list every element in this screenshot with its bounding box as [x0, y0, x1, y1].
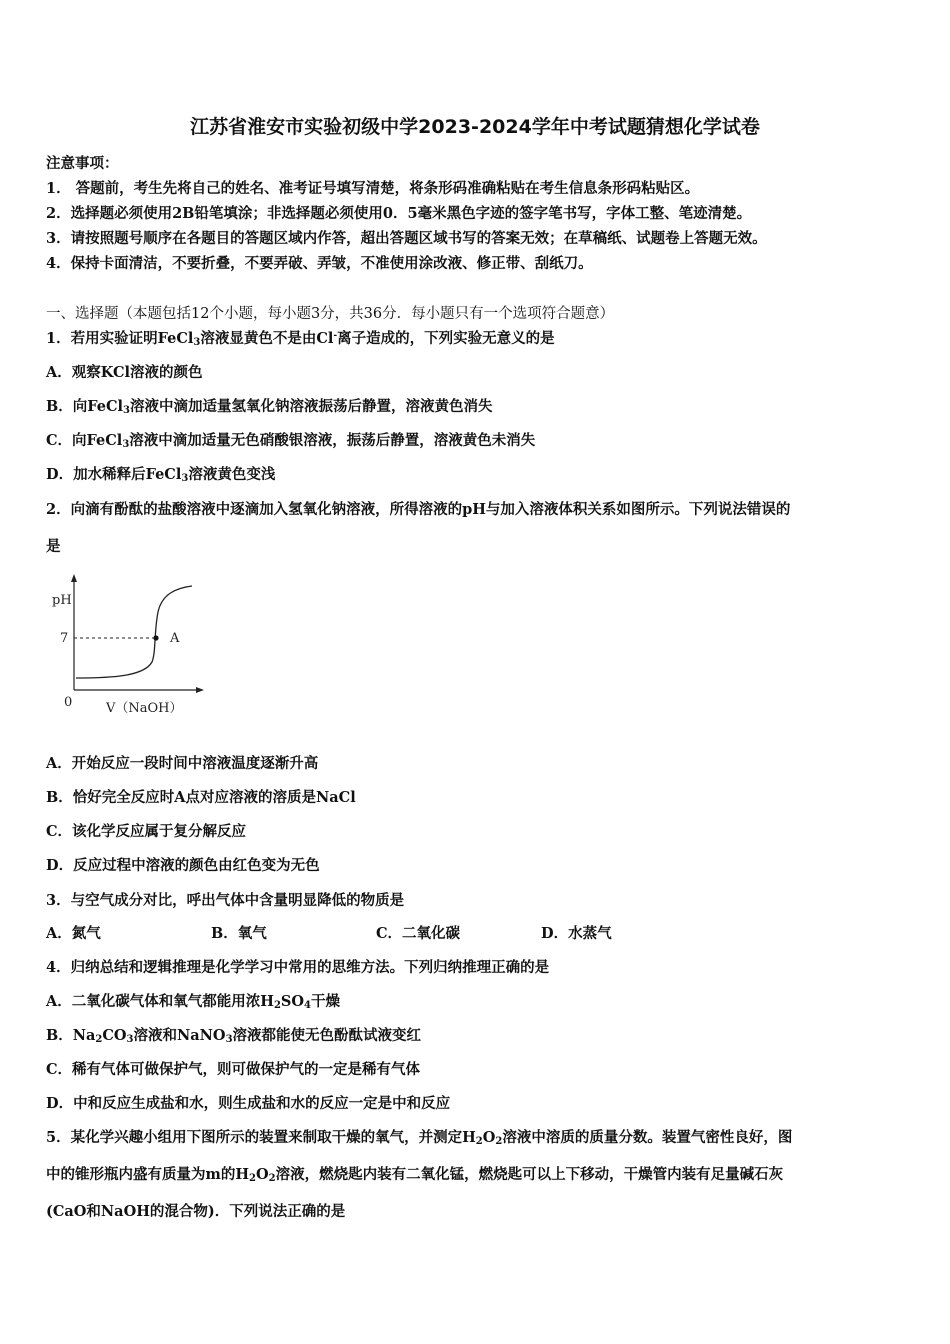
notice-heading: 注意事项： — [46, 155, 119, 172]
question-1-option-d: D．加水稀释后FeCl$_3$溶液黄色变浅 — [46, 466, 276, 484]
question-4-stem: 4．归纳总结和逻辑推理是化学学习中常用的思维方法。下列归纳推理正确的是 — [46, 959, 550, 976]
question-3-stem: 3．与空气成分对比，呼出气体中含量明显降低的物质是 — [46, 892, 405, 909]
question-2-stem-continued: 是 — [46, 538, 61, 555]
section-heading: 一、选择题（本题包括12个小题，每小题3分，共36分．每小题只有一个选项符合题意） — [46, 306, 615, 322]
question-3-option-d: D．水蒸气 — [541, 925, 612, 942]
notice-item-2: 2．选择题必须使用2B铅笔填涂；非选择题必须使用0．5毫米黑色字迹的签字笔书写，字体工整、笔迹清楚。 — [46, 205, 752, 222]
question-4-option-d: D．中和反应生成盐和水，则生成盐和水的反应一定是中和反应 — [46, 1095, 451, 1112]
x-axis-label: V（NaOH） — [106, 701, 183, 716]
y-axis-arrow — [71, 574, 77, 582]
question-3-option-a: A．氮气 — [46, 925, 101, 942]
question-2-option-a: A．开始反应一段时间中溶液温度逐渐升高 — [46, 755, 319, 772]
y-axis-label: pH — [52, 593, 72, 608]
origin-label: 0 — [64, 695, 73, 710]
question-4-option-c: C．稀有气体可做保护气，则可做保护气的一定是稀有气体 — [46, 1061, 421, 1078]
y-tick-7: 7 — [60, 631, 69, 646]
point-a-label: A — [170, 631, 180, 646]
notice-item-3: 3．请按照题号顺序在各题目的答题区域内作答，超出答题区域书写的答案无效；在草稿纸、试题卷上答题无效。 — [46, 230, 767, 247]
question-2-option-c: C．该化学反应属于复分解反应 — [46, 823, 247, 840]
question-2-option-d: D．反应过程中溶液的颜色由红色变为无色 — [46, 857, 320, 874]
point-a — [153, 635, 158, 640]
question-4-option-b: B．$Na_2CO_3$溶液和NaNO$_3$溶液都能使无色酚酞试液变红 — [46, 1027, 422, 1045]
question-5-stem-line1: 5．某化学兴趣小组用下图所示的装置来制取干燥的氧气，并测定$H_2O_2$溶液中溶质的质量分数。装置气密性良好，图 — [46, 1129, 793, 1147]
question-1-option-b: B．向FeCl$_3$溶液中滴加适量氢氧化钠溶液振荡后静置，溶液黄色消失 — [46, 398, 493, 416]
page-title: 江苏省淮安市实验初级中学2023-2024学年中考试题猜想化学试卷 — [190, 116, 760, 138]
question-3-option-b: B．氧气 — [211, 925, 267, 942]
x-axis-arrow — [196, 687, 204, 693]
notice-item-1: 1． 答题前，考生先将自己的姓名、准考证号填写清楚，将条形码准确粘贴在考生信息条形码粘贴区。 — [46, 180, 700, 197]
question-1-option-a: A．观察KCl溶液的颜色 — [46, 364, 203, 381]
question-2-option-b: B．恰好完全反应时A点对应溶液的溶质是NaCl — [46, 789, 356, 806]
question-3-option-c: C．二氧化碳 — [376, 925, 461, 942]
question-5-stem-line2: 中的锥形瓶内盛有质量为m的$H_2O_2$溶液，燃烧匙内装有二氧化锰，燃烧匙可以上下移动，干燥管内装有足量碱石灰 — [46, 1166, 784, 1184]
question-4-option-a: A．二氧化碳气体和氧气都能用浓$H_2SO_4$干燥 — [46, 993, 340, 1011]
question-1-option-c: C．向FeCl$_3$溶液中滴加适量无色硝酸银溶液，振荡后静置，溶液黄色未消失 — [46, 432, 536, 450]
question-1-stem: 1．若用实验证明FeCl$_3$溶液显黄色不是由Cl-离子造成的，下列实验无意义的是 — [46, 330, 555, 348]
ph-curve-figure — [44, 572, 204, 722]
question-2-stem: 2．向滴有酚酞的盐酸溶液中逐滴加入氢氧化钠溶液，所得溶液的pH与加入溶液体积关系如图所示。下列说法错误的 — [46, 501, 791, 518]
notice-item-4: 4．保持卡面清洁，不要折叠，不要弄破、弄皱，不准使用涂改液、修正带、刮纸刀。 — [46, 255, 593, 272]
question-5-stem-line3: (CaO和NaOH的混合物)．下列说法正确的是 — [46, 1203, 346, 1220]
